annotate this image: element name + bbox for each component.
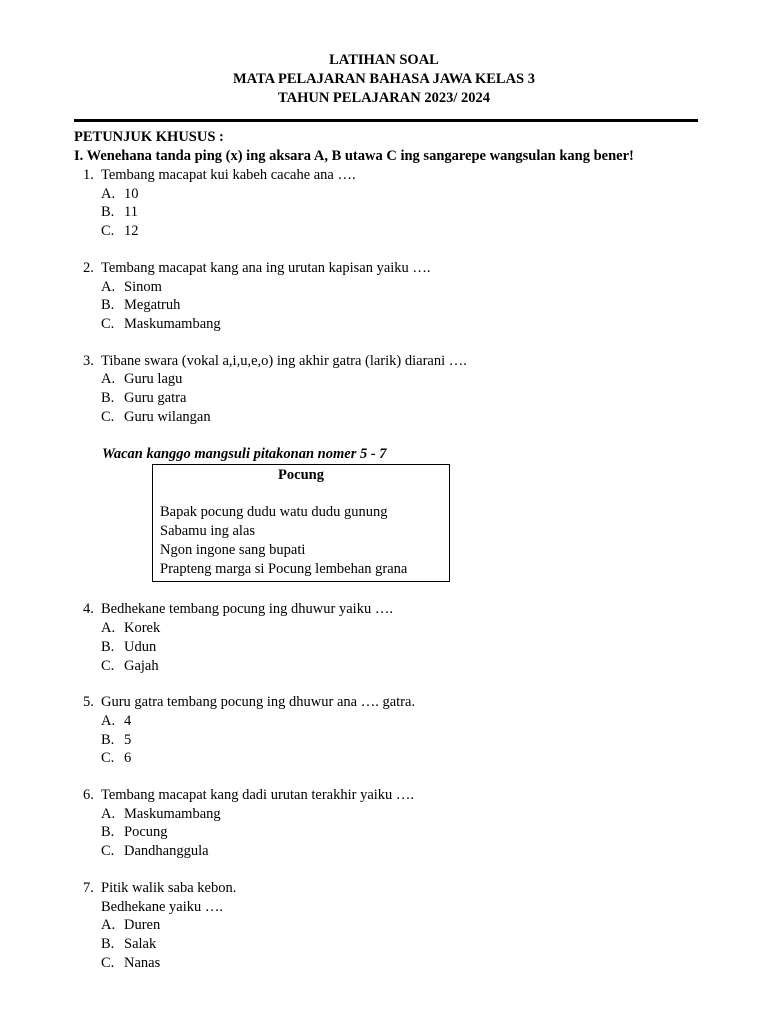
question-text: Tembang macapat kang dadi urutan terakhir yaiku …. <box>101 787 415 804</box>
question-number: 2. <box>83 259 94 276</box>
option-text: Megatruh <box>124 297 181 314</box>
document-body <box>74 128 694 972</box>
option-text: Dandhanggula <box>124 843 209 860</box>
option-item <box>74 842 694 861</box>
option-item <box>74 203 694 222</box>
option-text: 6 <box>124 750 132 767</box>
option-letter: A. <box>101 371 116 388</box>
option-letter: A. <box>101 185 116 202</box>
option-letter: A. <box>101 805 116 822</box>
option-text: Salak <box>124 935 157 952</box>
option-text: 10 <box>124 185 139 202</box>
question-item <box>74 786 694 861</box>
option-item <box>74 823 694 842</box>
option-text: Duren <box>124 917 161 934</box>
poem-line: Bapak pocung dudu watu dudu gunung <box>160 504 388 521</box>
question-group-a <box>74 166 694 426</box>
option-letter: B. <box>101 824 115 841</box>
option-text: Maskumambang <box>124 315 221 332</box>
option-item <box>74 370 694 389</box>
option-text: Korek <box>124 620 161 637</box>
question-number: 7. <box>83 879 94 896</box>
option-item <box>74 749 694 768</box>
option-item <box>74 657 694 676</box>
option-text: Pocung <box>124 824 168 841</box>
question-item <box>74 693 694 768</box>
question-item <box>74 259 694 334</box>
option-item <box>74 916 694 935</box>
option-item <box>74 408 694 427</box>
option-letter: B. <box>101 204 115 221</box>
instruction-text: I. Wenehana tanda ping (x) ing aksara A, B utawa C ing sangarepe wangsulan kang bener! <box>74 148 634 164</box>
option-letter: A. <box>101 917 116 934</box>
option-item <box>74 222 694 241</box>
option-text: 12 <box>124 223 139 240</box>
option-item <box>74 712 694 731</box>
option-item <box>74 296 694 315</box>
document-header <box>0 51 768 108</box>
question-group-b <box>74 600 694 860</box>
wacan-title: Wacan kanggo mangsuli pitakonan nomer 5 - 7 <box>102 446 387 463</box>
option-text: Gajah <box>124 657 159 674</box>
question-number: 5. <box>83 694 94 711</box>
question-item <box>74 352 694 427</box>
question-text: Bedhekane tembang pocung ing dhuwur yaiku …. <box>101 601 393 618</box>
option-letter: A. <box>101 620 116 637</box>
poem-title: Pocung <box>278 467 324 484</box>
question-text: Pitik walik saba kebon. <box>101 879 237 896</box>
question-text: Guru gatra tembang pocung ing dhuwur ana …. gatra. <box>101 694 416 711</box>
option-letter: C. <box>101 408 115 425</box>
option-item <box>74 935 694 954</box>
option-text: 11 <box>124 204 138 221</box>
question-number: 4. <box>83 601 94 618</box>
option-letter: B. <box>101 638 115 655</box>
header-divider <box>74 119 698 122</box>
option-text: Nanas <box>124 954 161 971</box>
question-text: Tibane swara (vokal a,i,u,e,o) ing akhir gatra (larik) diarani …. <box>101 352 467 369</box>
option-letter: C. <box>101 223 115 240</box>
question-number: 6. <box>83 787 94 804</box>
option-text: 4 <box>124 712 132 729</box>
option-letter: B. <box>101 297 115 314</box>
option-letter: B. <box>101 731 115 748</box>
question-text: Tembang macapat kui kabeh cacahe ana …. <box>101 167 356 183</box>
question-text: Tembang macapat kang ana ing urutan kapisan yaiku …. <box>101 259 431 276</box>
petunjuk-heading: PETUNJUK KHUSUS : <box>74 129 224 145</box>
option-text: Udun <box>124 638 157 655</box>
option-text: 5 <box>124 731 132 748</box>
poem-line: Ngon ingone sang bupati <box>160 542 306 559</box>
option-text: Guru lagu <box>124 371 183 388</box>
option-item <box>74 731 694 750</box>
option-item <box>74 638 694 657</box>
option-text: Guru gatra <box>124 390 187 407</box>
option-letter: C. <box>101 315 115 332</box>
header-year: TAHUN PELAJARAN 2023/ 2024 <box>278 90 490 106</box>
option-item <box>74 185 694 204</box>
option-item <box>74 278 694 297</box>
question-item <box>74 879 694 973</box>
question-number: 1. <box>83 167 94 183</box>
poem-line: Prapteng marga si Pocung lembehan grana <box>160 561 408 578</box>
option-letter: C. <box>101 954 115 971</box>
option-text: Maskumambang <box>124 805 221 822</box>
question-text-continued: Bedhekane yaiku …. <box>101 898 224 915</box>
option-item <box>74 805 694 824</box>
option-item <box>74 389 694 408</box>
option-text: Guru wilangan <box>124 408 211 425</box>
option-letter: B. <box>101 390 115 407</box>
poem-line: Sabamu ing alas <box>160 523 256 540</box>
option-letter: A. <box>101 278 116 295</box>
option-letter: C. <box>101 750 115 767</box>
option-letter: C. <box>101 657 115 674</box>
option-item <box>74 954 694 973</box>
option-letter: C. <box>101 843 115 860</box>
option-item <box>74 315 694 334</box>
header-subject: MATA PELAJARAN BAHASA JAWA KELAS 3 <box>233 71 535 87</box>
question-number: 3. <box>83 352 94 369</box>
option-letter: A. <box>101 712 116 729</box>
poem-box <box>152 464 450 582</box>
question-item <box>74 600 694 675</box>
header-title: LATIHAN SOAL <box>329 52 439 68</box>
question-item <box>74 166 694 241</box>
option-letter: B. <box>101 935 115 952</box>
option-text: Sinom <box>124 278 162 295</box>
option-item <box>74 619 694 638</box>
